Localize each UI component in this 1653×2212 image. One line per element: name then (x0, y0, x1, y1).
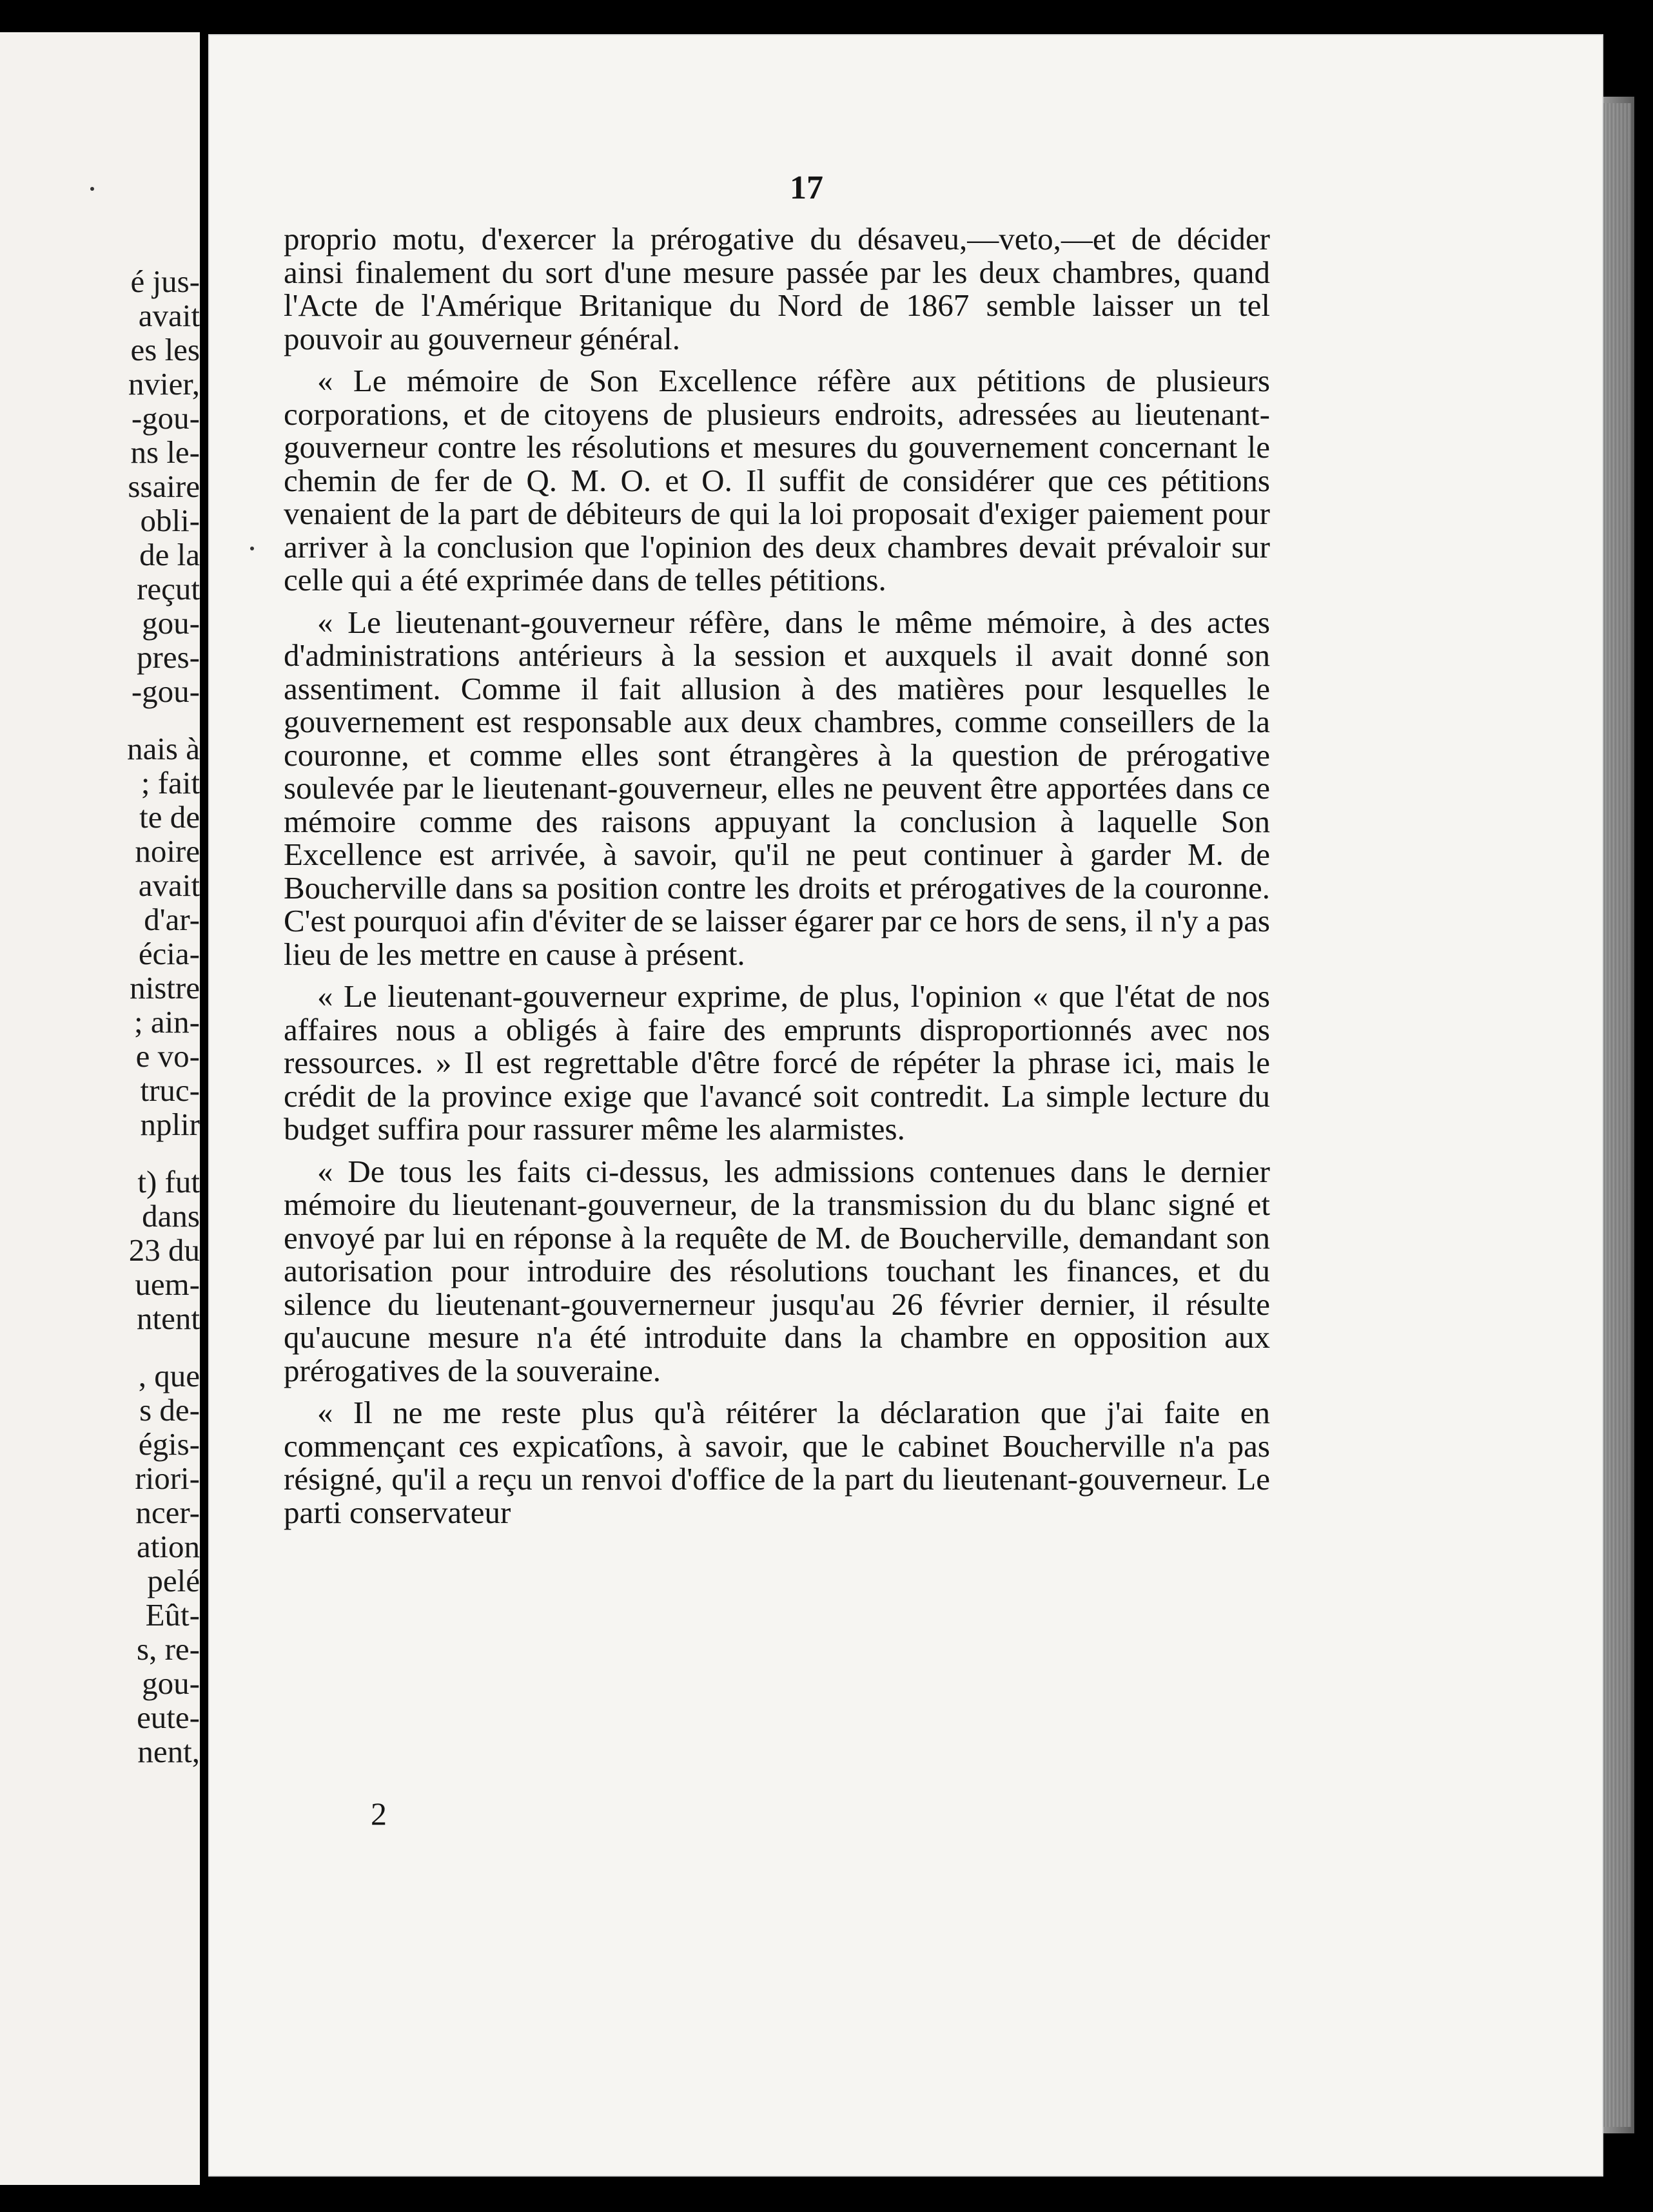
left-text-line: ; fait (141, 765, 200, 800)
left-text-line: eute- (137, 1700, 200, 1735)
left-text-line: nplir (140, 1107, 200, 1142)
paragraph: « Le lieutenant-gouverneur réfère, dans le même mémoire, à des actes d'administrations antérieurs à la session et auxquels il avait donné son assentiment. Comme il fait allusion à des matières pour lesquelles le gouvernement est responsable aux deux chambres, comme conseillers de la couronne, et comme elles sont étrangères à la question de prérogative soulevée par le lieutenant-gouverneur, elles ne peuvent être apportées dans ce mémoire comme des raisons appuyant la conclusion à laquelle Son Excellence est arrivée, à savoir, qu'il ne peut continuer à garder M. de Boucherville dans sa position contre les droits et prérogatives de la couronne. C'est pourquoi afin d'éviter de se laisser égarer par ce hors de sens, il n'y a pas lieu de les mettre en cause à présent. (284, 604, 1271, 972)
left-text-line: gou- (142, 605, 200, 641)
left-text-line: nvier, (128, 366, 200, 402)
left-text-line: écia- (138, 936, 200, 971)
left-text-line: Eût- (145, 1597, 200, 1633)
left-text-line: t) fut (137, 1164, 200, 1199)
left-text-line: pelé (147, 1563, 200, 1598)
left-text-line: avait (138, 298, 200, 333)
left-text-line: nent, (137, 1734, 200, 1769)
speck (250, 547, 254, 550)
left-page-text-column (6, 264, 200, 1769)
left-facing-page (0, 32, 200, 2185)
left-text-line: truc- (140, 1072, 200, 1108)
paragraph: « Le mémoire de Son Excellence réfère aux pétitions de plusieurs corporations, et de citoyens de plusieurs endroits, adressées au lieutenant-gouverneur contre les résolutions et mesures du gouvernement concernant le chemin de fer de Q. M. O. et O. Il suffit de considérer que ces pétitions venaient de la part de débiteurs de qui la loi proposait d'exiger paiement pour arriver à la conclusion que l'opinion des deux chambres devait prévaloir sur celle qui a été exprimée dans de telles pétitions. (284, 363, 1270, 597)
paragraph: proprio motu, d'exercer la prérogative du désaveu,—veto,—et de décider ainsi finalement du sort d'une mesure passée par les deux chambres, quand l'Acte de l'Amérique Britanique du Nord de 1867 semble laisser un tel pouvoir au gouverneur général. (284, 221, 1270, 356)
left-text-line: ssaire (128, 469, 200, 504)
left-text-line: ncer- (135, 1495, 200, 1530)
left-text-line: gou- (142, 1665, 200, 1701)
signature-mark: 2 (371, 1796, 387, 1832)
left-text-line: uem- (135, 1266, 200, 1302)
left-text-line: e vo- (135, 1038, 200, 1074)
paragraph: « Le lieutenant-gouverneur exprime, de plus, l'opinion « que l'état de nos affaires nous a obligés à faire des emprunts disproportionnés avec nos ressources. » Il est regrettable d'être forcé de répéter la phrase ici, mais le crédit de la province exige que l'avancé soit contredit. La simple lecture du budget suffira pour rassurer même les alarmistes. (284, 978, 1270, 1147)
left-text-line: pres- (137, 639, 200, 675)
left-text-line: ; ain- (133, 1004, 200, 1040)
left-text-line: es les (130, 332, 200, 367)
left-text-line: ns le- (130, 434, 200, 470)
left-text-line: riori- (135, 1460, 200, 1496)
page-number: 17 (790, 170, 823, 206)
left-text-line: ntent (137, 1301, 200, 1336)
left-text-line: nais à (127, 731, 200, 766)
left-text-line: -gou- (131, 400, 200, 436)
speck (90, 187, 94, 191)
left-text-line: s de- (139, 1392, 200, 1428)
paragraph: « De tous les faits ci-dessus, les admissions contenues dans le dernier mémoire du lieutenant-gouverneur, de la transmission du du blanc signé et envoyé par lui en réponse à la requête de M. de Boucherville, demandant son autorisation pour introduire des résolutions touchant les finances, et du silence du lieutenant-gouvernerneur jusqu'au 26 février dernier, il résulte qu'aucune mesure n'a été introduite dans la chambre en opposition aux prérogatives de la souveraine. (284, 1153, 1270, 1388)
left-text-line: noire (135, 833, 200, 869)
left-text-line: obli- (140, 503, 200, 538)
left-text-line: 23 du (128, 1232, 200, 1268)
left-text-line: égis- (138, 1426, 200, 1462)
left-text-line: s, re- (137, 1631, 200, 1667)
page-edge-texture (1602, 103, 1631, 2127)
left-text-line: nistre (130, 970, 200, 1005)
left-text-line: te de (139, 799, 200, 835)
left-text-line: dans (142, 1198, 200, 1234)
left-text-line: é jus- (130, 264, 200, 299)
main-text-block (284, 222, 1270, 1538)
paragraph: « Il ne me reste plus qu'à réitérer la déclaration que j'ai faite en commençant ces expicatîons, à savoir, que le cabinet Boucherville n'a pas résigné, qu'il a reçu un renvoi d'office de la part du lieutenant-gouverneur. Le parti conservateur (284, 1395, 1270, 1530)
left-text-line: -gou- (131, 674, 200, 709)
left-text-line: avait (138, 868, 200, 903)
left-text-line: , que (138, 1358, 200, 1393)
left-text-line: ation (137, 1529, 200, 1564)
left-text-line: reçut (137, 571, 200, 606)
left-text-line: de la (139, 537, 200, 572)
left-text-line: d'ar- (144, 902, 200, 937)
